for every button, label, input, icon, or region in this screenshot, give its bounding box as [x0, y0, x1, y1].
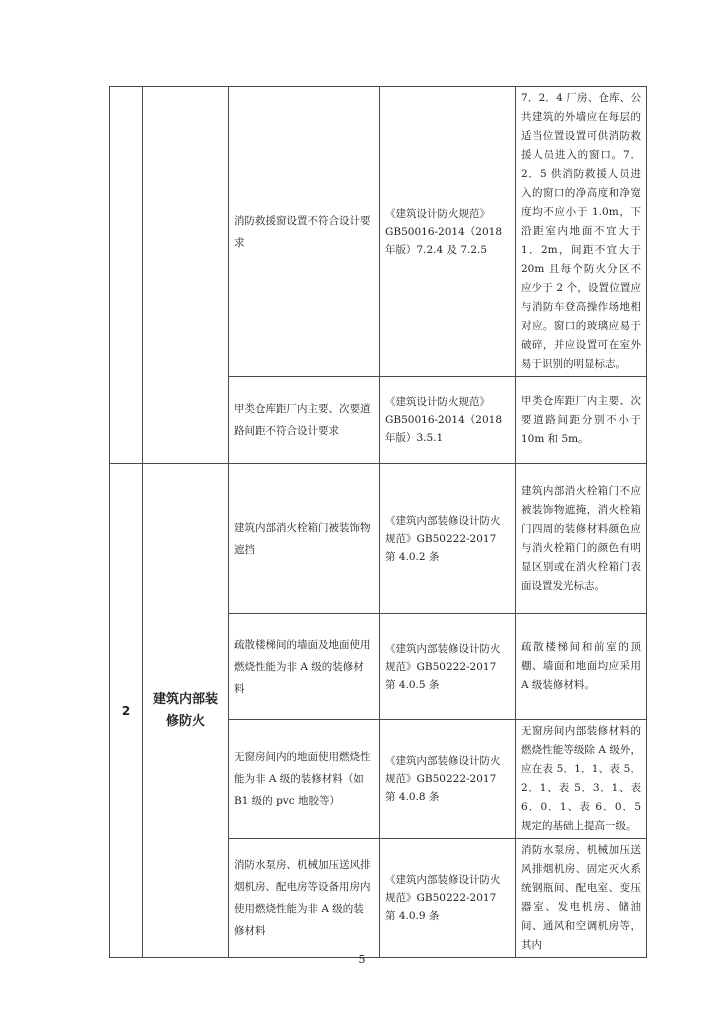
requirement-cell: 7．2．4 厂房、仓库、公共建筑的外墙应在每层的适当位置设置可供消防救援人员进入的窗口。7．2．5 供消防救援人员进入的窗口的净高度和净宽度均不应小于 1.0m，下沿距室内地面不宜大于 1．2m，间距不宜大于 20m 且每个防火分区不应少于 2 个，设置位置应与消防车登高操作场地相对应。窗口的玻璃应易于破碎，并应设置可在室外易于识别的明显标志。 — [516, 87, 647, 377]
requirement-cell: 无窗房间内部装修材料的燃烧性能等级除 A 级外，应在表 5．1．1、表 5．2．1、表 5．3．1、表 6．0．1、表 6．0．5 规定的基础上提高一级。 — [516, 720, 647, 839]
table-row — [110, 87, 647, 377]
requirement-cell: 建筑内部消火栓箱门不应被装饰物遮掩，消火栓箱门四周的装修材料颜色应与消火栓箱门的颜色有明显区别或在消火栓箱门表面设置发光标志。 — [516, 464, 647, 614]
page-number: 5 — [358, 953, 366, 966]
issue-cell: 建筑内部消火栓箱门被装饰物遮挡 — [229, 464, 380, 614]
row-number-cell: 2 — [110, 464, 143, 958]
issue-cell: 甲类仓库距厂内主要、次要道路间距不符合设计要求 — [229, 377, 380, 464]
issue-cell: 消防救援窗设置不符合设计要求 — [229, 87, 380, 377]
issue-cell: 疏散楼梯间的墙面及地面使用燃烧性能为非 A 级的装修材料 — [229, 614, 380, 720]
table-row — [110, 464, 647, 614]
category-cell — [143, 87, 229, 464]
issue-cell: 消防水泵房、机械加压送风排烟机房、配电房等设备用房内使用燃烧性能为非 A 级的装修材料 — [229, 839, 380, 958]
basis-cell: 《建筑内部装修设计防火规范》GB50222-2017 第 4.0.2 条 — [380, 464, 516, 614]
requirement-cell: 疏散楼梯间和前室的顶棚、墙面和地面均应采用 A 级装修材料。 — [516, 614, 647, 720]
issue-cell: 无窗房间内的地面使用燃烧性能为非 A 级的装修材料（如 B1 级的 pvc 地胶等） — [229, 720, 380, 839]
basis-cell: 《建筑设计防火规范》GB50016-2014（2018 年版）3.5.1 — [380, 377, 516, 464]
category-cell: 建筑内部装修防火 — [143, 464, 229, 958]
basis-cell: 《建筑内部装修设计防火规范》GB50222-2017 第 4.0.8 条 — [380, 720, 516, 839]
basis-cell: 《建筑内部装修设计防火规范》GB50222-2017 第 4.0.9 条 — [380, 839, 516, 958]
basis-cell: 《建筑设计防火规范》GB50016-2014（2018 年版）7.2.4 及 7.2.5 — [380, 87, 516, 377]
row-number-cell — [110, 87, 143, 464]
requirement-cell: 消防水泵房、机械加压送风排烟机房、固定灭火系统钢瓶间、配电室、变压器室、发电机房、储油间、通风和空调机房等，其内 — [516, 839, 647, 958]
basis-cell: 《建筑内部装修设计防火规范》GB50222-2017 第 4.0.5 条 — [380, 614, 516, 720]
regulation-table — [109, 86, 647, 958]
requirement-cell: 甲类仓库距厂内主要、次要道路间距分别不小于 10m 和 5m。 — [516, 377, 647, 464]
